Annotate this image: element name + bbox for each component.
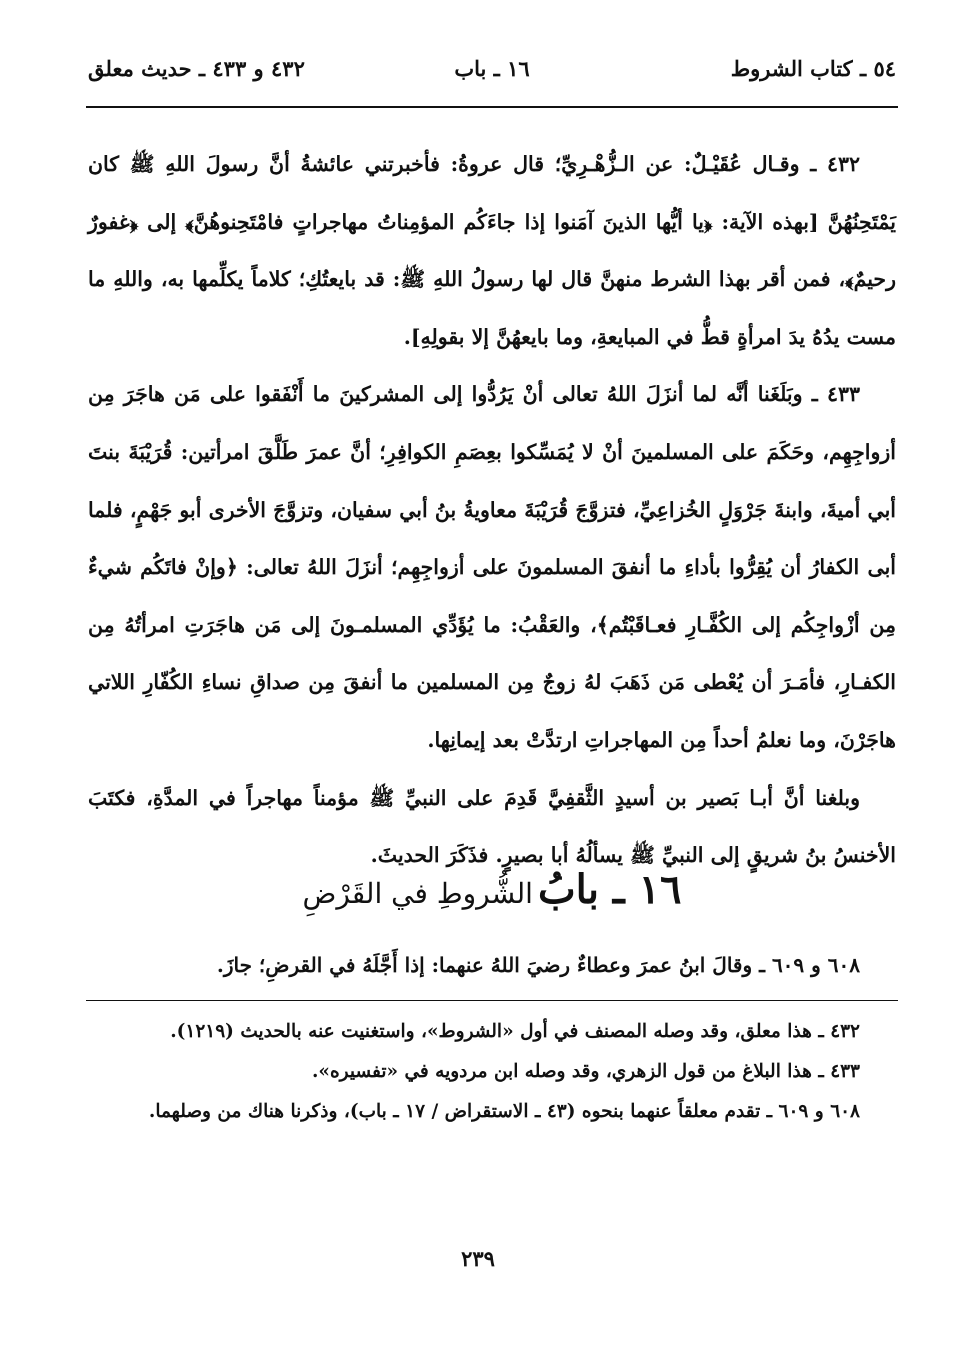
chapter-title: الشُّروطِ في القَرْضِ [302, 877, 533, 910]
chapter-number: ١٦ ـ بابُ [538, 866, 682, 913]
footnotes [88, 1014, 896, 1134]
header-divider [86, 106, 898, 108]
page-number: ٢٣٩ [461, 1246, 495, 1271]
header-chapter: ١٦ ـ باب [454, 56, 530, 81]
paragraph-abu-basir: وبلغنا أنَّ أبـا بَصير بن أسيدٍ الثَّقفِيَّ قَدِمَ على النبيِّ ﷺ مؤمناً مهاجراً في المدَّةِ، فكتَبَ الأخنسُ بنُ شريقٍ إلى النبيِّ ﷺ يسألُهُ أبا بصيرٍ. فذَكَرَ الحديثَ. [88, 785, 896, 868]
footnote-433: ٤٣٣ ـ هذا البلاغ من قول الزهري، وقد وصله ابن مردويه في «تفسيره». [311, 1061, 860, 1082]
header-book-title: ٥٤ ـ كتاب الشروط [730, 56, 896, 81]
paragraph-hadith-432: ٤٣٢ ـ وقـال عُقَيْـلٌ: عن الـزُّهْـرِيِّ؛ قال عروةُ: فأخبرتني عائشةُ أنَّ رسولَ اللهِ ﷺ كان يَمْتَحِنُهُنَّ [بهذه الآية: ﴿يا أيُّها الذينَ آمَنوا إذا جاءَكُم المؤمِناتُ مهاجراتٍ فامْتَحِنوهُنَّ﴾ إلى ﴿غفورٌ رحيمٌ﴾، فمن أقر بهذا الشرط منهنَّ قال لها رسولُ اللهِ ﷺ: قد بايعتُكِ؛ كلاماً يكلِّمها به، واللهِ ما مست يدُهُ يدَ امرأةٍ قطُّ في المبايعةِ، وما بايعهُنَّ إلا بقولِهِ]. [88, 152, 896, 349]
chapter-intro-line: ٦٠٨ و ٦٠٩ ـ وقالَ ابنُ عمرَ وعطاءٌ رضيَ اللهُ عنهما: إذا أَجَّلَهُ في القرضِ؛ جازَ. [216, 953, 860, 977]
chapter-heading [88, 866, 896, 936]
running-header [88, 56, 896, 96]
header-hadith-range: ٤٣٢ و ٤٣٣ ـ حديث معلق [88, 56, 305, 81]
paragraph-hadith-433: ٤٣٣ ـ وبَلَغَنا أنَّه لما أنزَلَ اللهُ تعالى أنْ يَرُدُّوا إلى المشركينَ ما أَنْفَقوا على مَن هاجَرَ مِن أزواجِهِم، وحَكَمَ على المسلمينَ أنْ لا يُمَسِّكوا بعِصَمِ الكوافِرِ؛ أنَّ عمرَ طَلَّقَ امرأتين: قُرَيْبَةَ بنتَ أبي أميةَ، وابنةَ جَرْوَلٍ الخُزاعِيِّ، فتزوَّجَ قُرَيْبَةَ معاويةُ بنُ أبي سفيان، وتزوَّجَ الأخرى أبو جَهْمٍ، فلما أبى الكفارُ أن يُقِرُّوا بأداءِ ما أنفقَ المسلمونَ على أزواجِهِم؛ أنزَلَ اللهُ تعالى: ﴿وإنْ فاتَكُم شيءٌ مِن أزْواجِكُم إلى الكُفَّـارِ فعـاقَبْتُم﴾، والعَقْبُ: ما يُؤَدِّي المسلمـونَ إلى مَن هاجَرَتِ امرأتُهُ مِن الكفـارِ، فأمَـرَ أن يُعْطى مَن ذَهَبَ لهُ زوجٌ مِن المسلمين ما أنفقَ مِن صداقِ نساءِ الكُفّارِ اللاتي هاجَرْنَ، وما نعلمُ أحداً مِن المهاجراتِ ارتدَّتْ بعد إيمانِها. [88, 382, 896, 752]
main-text [88, 136, 896, 885]
footnote-432: ٤٣٢ ـ هذا معلق، وقد وصله المصنف في أول «الشروط»، واستغنيت عنه بالحديث (١٢١٩). [170, 1021, 860, 1042]
footnote-divider [86, 1000, 898, 1001]
footnote-608-609: ٦٠٨ و ٦٠٩ ـ تقدم معلقاً عنهما بنحوه (٤٣ ـ الاستقراض / ١٧ ـ باب)، وذكرنا هناك من وصلهما. [148, 1101, 860, 1122]
